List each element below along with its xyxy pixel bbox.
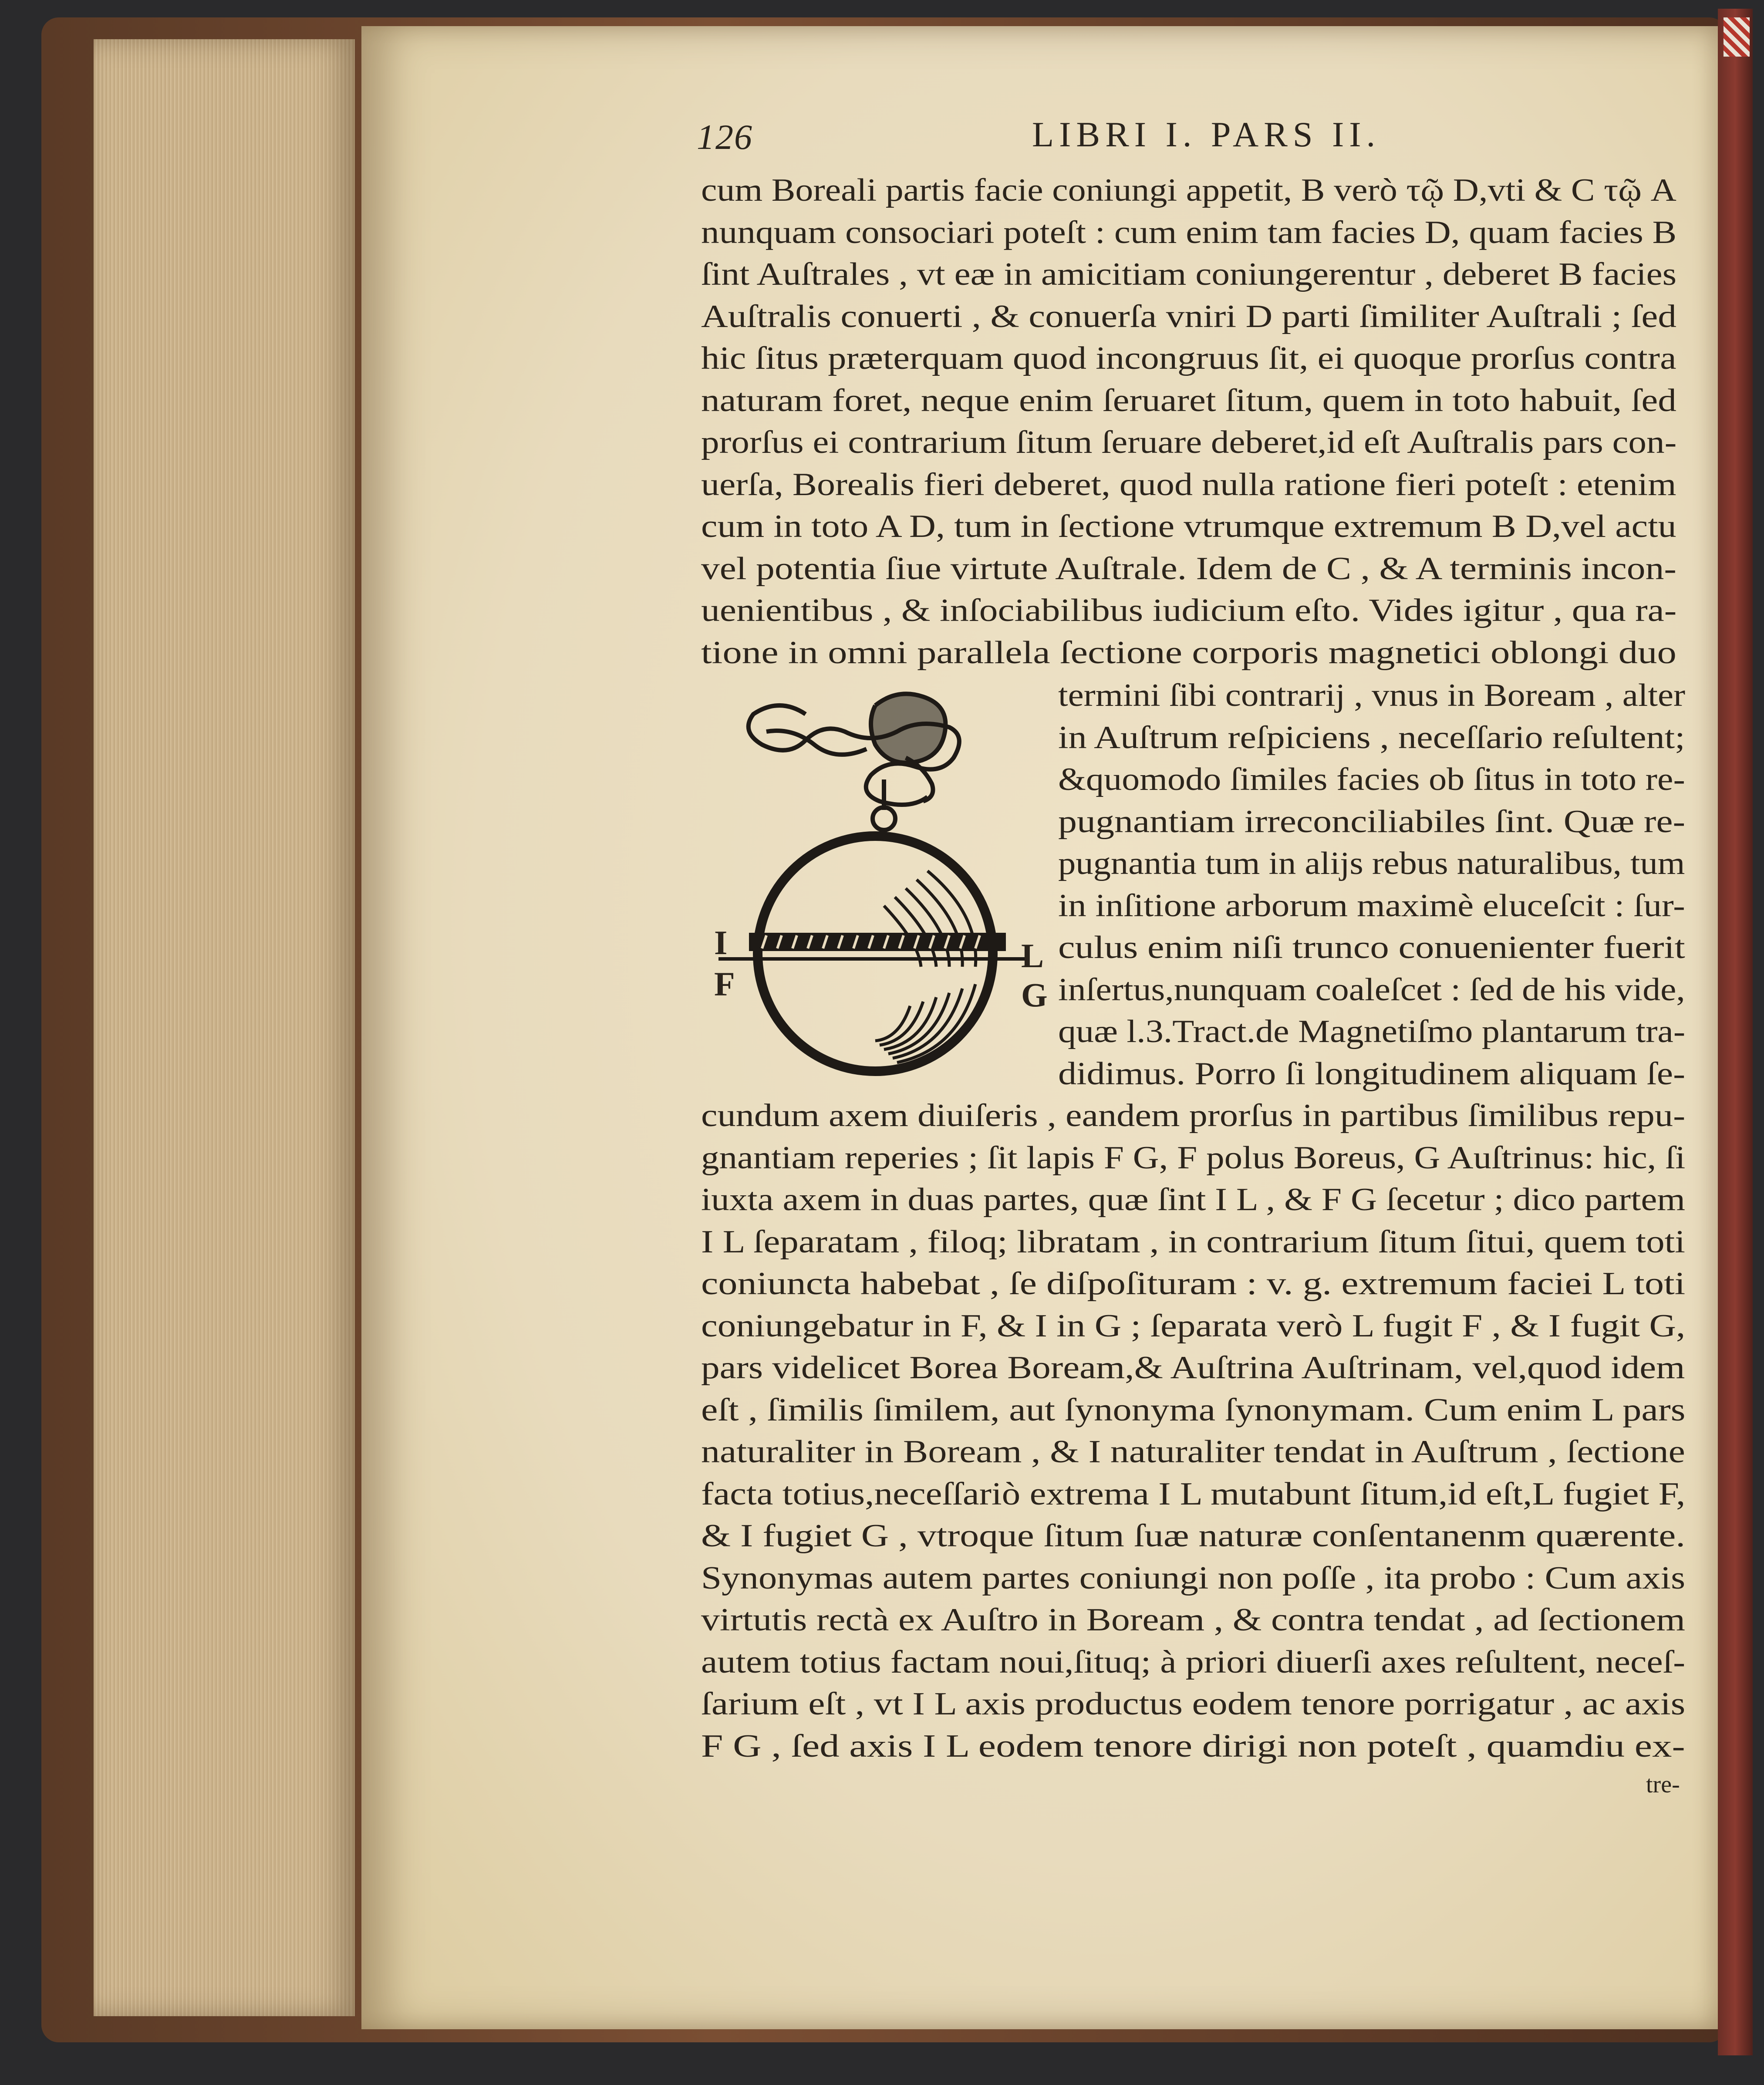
text-line: in inſitione arborum maximè eluceſcit : ſur- <box>1058 887 1685 924</box>
text-line: culus enim niſi trunco conuenienter fuerit <box>1058 930 1685 965</box>
page-number: 126 <box>697 117 753 157</box>
bookmark-ribbon <box>1724 17 1750 57</box>
label-L: L <box>1021 937 1044 975</box>
text-line: ſarium eſt , vt I L axis productus eodem tenore porrigatur , ac axis <box>701 1686 1686 1722</box>
text-line: ſint Auſtrales , vt eæ in amicitiam coniungerentur , deberet B facies <box>701 256 1677 292</box>
text-line: tione in omni parallela ſectione corporis magnetici oblongi duo <box>701 634 1676 671</box>
text-line: &quomodo ſimiles facies ob ſitus in toto re- <box>1058 762 1685 797</box>
text-line: in Auſtrum reſpiciens , neceſſario reſultent; <box>1058 719 1685 756</box>
text-line: eſt , ſimilis ſimilem, aut ſynonyma ſynonymam. Cum enim L pars <box>701 1392 1686 1428</box>
magnet-sphere-woodcut <box>701 679 1048 1089</box>
text-line: hic ſitus præterquam quod incongruus ſit, ei quoque prorſus contra <box>701 341 1676 376</box>
text-line: coniuncta habebat , ſe diſpoſituram : v. g. extremum faciei L toti <box>701 1266 1686 1302</box>
text-line: autem totius factam noui,ſituq; à priori diuerſi axes reſultent, neceſ- <box>701 1644 1686 1680</box>
hanging-ribbon-knot <box>749 694 959 805</box>
text-line: vel potentia ſiue virtute Auſtrale. Idem de C , & A terminis incon- <box>701 550 1676 587</box>
text-line: pugnantia tum in alijs rebus naturalibus, tum <box>1058 846 1685 881</box>
text-line: I L ſeparatam , filoq; libratam , in contrarium ſitum ſitui, quem toti <box>701 1224 1685 1260</box>
label-F: F <box>714 965 735 1003</box>
text-line: inſertus,nunquam coaleſcet : ſed de his vide, <box>1058 972 1685 1008</box>
text-line: naturam foret, neque enim ſeruaret ſitum, quem in toto habuit, ſed <box>701 382 1676 418</box>
sphere-outline <box>758 836 993 1071</box>
text-line: cundum axem diuiſeris , eandem prorſus in partibus ſimilibus repu- <box>701 1098 1686 1134</box>
running-title: LIBRI I. PARS II. <box>1032 115 1381 154</box>
next-page-edge <box>1718 9 1753 2055</box>
text-line: Synonymas autem partes coniungi non poſſe , ita probo : Cum axis <box>701 1560 1686 1596</box>
text-line: & I fugiet G , vtroque ſitum ſuæ naturæ conſentanenm quærente. <box>701 1518 1686 1554</box>
text-line: iuxta axem in duas partes, quæ ſint I L , & F G ſecetur ; dico partem <box>701 1182 1686 1218</box>
text-line: prorſus ei contrarium ſitum ſeruare deberet,id eſt Auſtralis pars con- <box>701 425 1677 460</box>
text-line: coniungebatur in F, & I in G ; ſeparata verò L fugit F , & I fugit G, <box>701 1308 1686 1344</box>
text-line: Auſtralis conuerti , & conuerſa vniri D parti ſimiliter Auſtrali ; ſed <box>701 298 1676 334</box>
text-line: uenientibus , & inſociabilibus iudicium eſto. Vides igitur , qua ra- <box>701 593 1677 628</box>
text-line: facta totius,neceſſariò extrema I L mutabunt ſitum,id eſt,L fugiet F, <box>701 1476 1686 1512</box>
text-line: naturaliter in Boream , & I naturaliter tendat in Auſtrum , ſectione <box>701 1434 1685 1470</box>
cutting-band <box>749 933 1006 951</box>
text-line: termini ſibi contrarij , vnus in Boream , alter <box>1058 678 1686 713</box>
text-line: cum Boreali partis facie coniungi appetit, B verò τῷ D,vti & C τῷ A <box>701 172 1676 208</box>
text-line: virtutis rectà ex Auſtro in Boream , & contra tendat , ad ſectionem <box>701 1602 1686 1638</box>
text-line: uerſa, Borealis fieri deberet, quod nulla ratione fieri poteſt : etenim <box>701 466 1676 503</box>
suspension-ring <box>873 807 895 830</box>
catchword: tre- <box>1646 1771 1680 1798</box>
text-line: cum in toto A D, tum in ſectione vtrumque extremum B D,vel actu <box>701 509 1676 544</box>
text-line: gnantiam reperies ; ſit lapis F G, F polus Boreus, G Auſtrinus: hic, ſi <box>701 1140 1686 1176</box>
text-line: quæ l.3.Tract.de Magnetiſmo plantarum tra- <box>1058 1014 1686 1049</box>
text-line: pugnantiam irreconciliabiles ſint. Quæ re- <box>1058 803 1686 840</box>
label-G: G <box>1021 976 1048 1014</box>
text-line: didimus. Porro ſi longitudinem aliquam ſe- <box>1058 1056 1686 1092</box>
text-line: pars videlicet Borea Boream,& Auſtrina Auſtrinam, vel,quod idem <box>701 1350 1685 1386</box>
text-line: nunquam consociari poteſt : cum enim tam facies D, quam facies B <box>701 214 1677 250</box>
magnet-sphere-figure <box>701 679 1041 1089</box>
label-I: I <box>714 924 728 962</box>
page-edges <box>94 39 355 2016</box>
text-line: F G , ſed axis I L eodem tenore dirigi non poteſt , quamdiu ex- <box>701 1728 1685 1764</box>
